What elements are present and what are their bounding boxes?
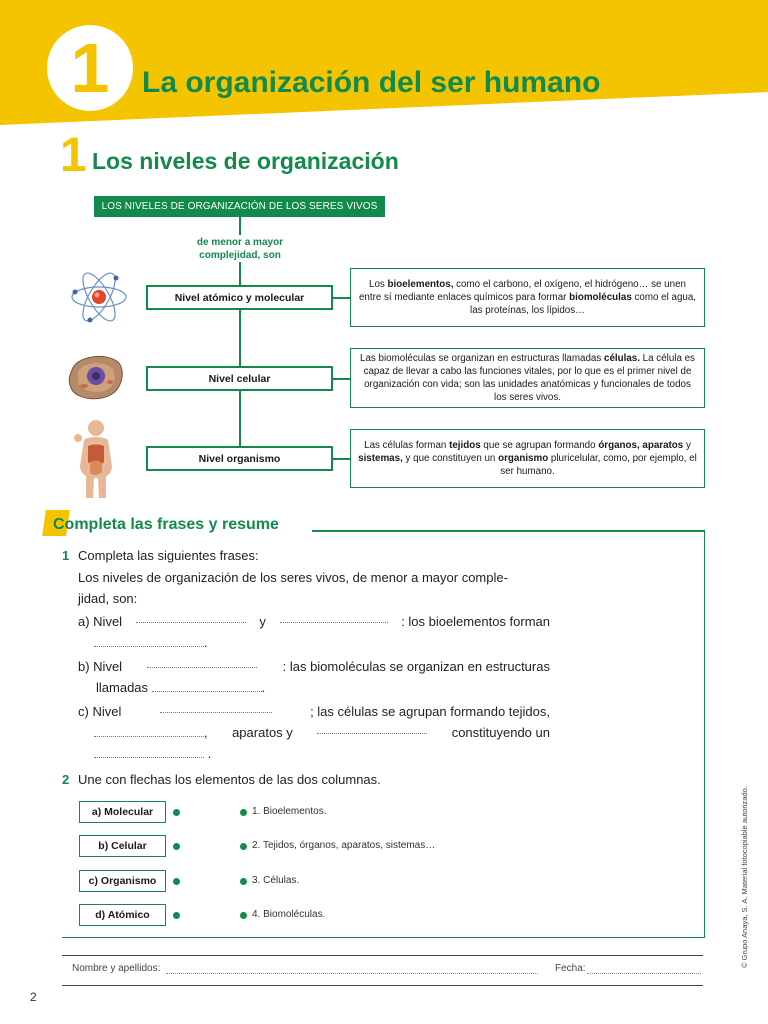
match-left-atomic[interactable]: d) Atómico — [79, 904, 166, 926]
match-right-item-1: 1. Bioelementos. — [252, 806, 327, 817]
match-left-cellular[interactable]: b) Celular — [79, 835, 166, 857]
activity-top-line — [312, 530, 705, 532]
footer-name-label: Nombre y apellidos: — [72, 963, 161, 974]
level-link-3 — [333, 458, 350, 460]
level-box-atomic: Nivel atómico y molecular — [146, 285, 333, 310]
footer-date-label: Fecha: — [555, 963, 586, 974]
match-dot-right-3[interactable] — [240, 878, 247, 885]
q1c-mid3: constituyendo un — [451, 725, 550, 740]
level-link-1 — [333, 297, 350, 299]
q1b-blank-1[interactable] — [147, 656, 257, 668]
match-dot-right-2[interactable] — [240, 843, 247, 850]
level-desc-atomic: Los bioelementos, como el carbono, el oxígeno, el hidrógeno… se unen entre sí mediante enlaces químicos para formar biomoléculas como el agua, las proteínas, los lípidos… — [350, 268, 705, 327]
question-2-prompt: Une con flechas los elementos de las dos columnas. — [78, 772, 381, 787]
q1c-tail: . — [207, 746, 212, 761]
q1b-tail: . — [261, 680, 266, 695]
q1a-mid: y — [259, 614, 266, 629]
match-dot-right-4[interactable] — [240, 912, 247, 919]
level-desc-organism: Las células forman tejidos que se agrupan formando órganos, aparatos y sistemas, y que constituyen un organismo pluricelular, como, por ejemplo, el ser humano. — [350, 429, 705, 488]
footer-name-field[interactable] — [166, 973, 538, 974]
match-right-item-3: 3. Células. — [252, 875, 300, 886]
question-1-intro-cont: jidad, son: — [78, 591, 138, 606]
question-1-intro: Los niveles de organización de los seres vivos, de menor a mayor comple- — [78, 570, 508, 585]
page-number: 2 — [30, 990, 37, 1004]
atom-icon — [70, 270, 128, 324]
q1b-end: : las biomoléculas se organizan en estructuras — [282, 659, 550, 674]
q1a-prefix: a) Nivel — [78, 614, 123, 629]
cell-icon — [66, 352, 126, 402]
match-dot-left-4[interactable] — [173, 912, 180, 919]
footer-date-field[interactable] — [587, 973, 701, 974]
q1a-end: : los bioelementos forman — [401, 614, 550, 629]
match-right-item-4: 4. Biomoléculas. — [252, 909, 326, 920]
question-1c-line3 — [94, 743, 211, 764]
question-2-number: 2 — [62, 772, 70, 787]
match-dot-left-1[interactable] — [173, 809, 180, 816]
chapter-number: 1 — [47, 25, 133, 111]
diagram-header: LOS NIVELES DE ORGANIZACIÓN DE LOS SERES VIVOS — [94, 196, 385, 217]
q1c-blank-2[interactable] — [94, 725, 204, 737]
q1c-blank-4[interactable] — [94, 746, 204, 758]
question-1-number: 1 — [62, 548, 70, 563]
activity-title: Completa las frases y resume — [53, 516, 279, 533]
level-box-organism: Nivel organismo — [146, 446, 333, 471]
section-title: Los niveles de organización — [92, 148, 399, 174]
footer-bottom-rule — [62, 985, 703, 986]
section-number: 1 — [60, 129, 87, 182]
match-left-organism[interactable]: c) Organismo — [79, 870, 166, 892]
q1c-mid1: , — [204, 725, 208, 740]
q1a-tail: . — [204, 635, 208, 650]
footer-top-rule — [62, 955, 703, 956]
copyright-notice: © Grupo Anaya, S. A. Material fotocopiable autorizado. — [740, 786, 749, 968]
chapter-title: La organización del ser humano — [142, 66, 601, 99]
match-right-item-2: 2. Tejidos, órganos, aparatos, sistemas… — [252, 840, 436, 851]
question-1c-line2 — [94, 722, 550, 743]
level-desc-cellular: Las biomoléculas se organizan en estructuras llamadas células. La célula es capaz de llevar a cabo las funciones vitales, por lo que es el primer nivel de organización con vida; son las unidades anatómicas y funcionales de todos los seres vivos. — [350, 348, 705, 408]
match-dot-left-3[interactable] — [173, 878, 180, 885]
question-1a-line2 — [94, 632, 208, 653]
q1c-mid2: aparatos y — [232, 725, 293, 740]
diagram-connector-text: de menor a mayor complejidad, son — [196, 237, 284, 261]
q1a-blank-3[interactable] — [94, 635, 204, 647]
question-1-prompt: Completa las siguientes frases: — [78, 548, 259, 563]
question-1b-line — [78, 656, 550, 677]
diagram-connector-line — [239, 217, 241, 235]
q1b-blank-2[interactable] — [152, 680, 262, 692]
q1b-prefix: b) Nivel — [78, 659, 123, 674]
q1c-end: ; las células se agrupan formando tejidos, — [310, 704, 550, 719]
q1c-blank-3[interactable] — [317, 722, 427, 734]
q1a-blank-1[interactable] — [136, 611, 246, 623]
q1c-prefix: c) Nivel — [78, 704, 122, 719]
human-body-icon — [70, 418, 122, 500]
question-1b-line2 — [96, 677, 265, 698]
q1c-blank-1[interactable] — [160, 701, 272, 713]
question-1c-line — [78, 701, 550, 722]
level-link-2 — [333, 378, 350, 380]
q1b-line2-label: llamadas — [96, 680, 149, 695]
match-dot-right-1[interactable] — [240, 809, 247, 816]
match-left-molecular[interactable]: a) Molecular — [79, 801, 166, 823]
question-1a-line — [78, 611, 550, 632]
level-box-cellular: Nivel celular — [146, 366, 333, 391]
q1a-blank-2[interactable] — [280, 611, 388, 623]
match-dot-left-2[interactable] — [173, 843, 180, 850]
